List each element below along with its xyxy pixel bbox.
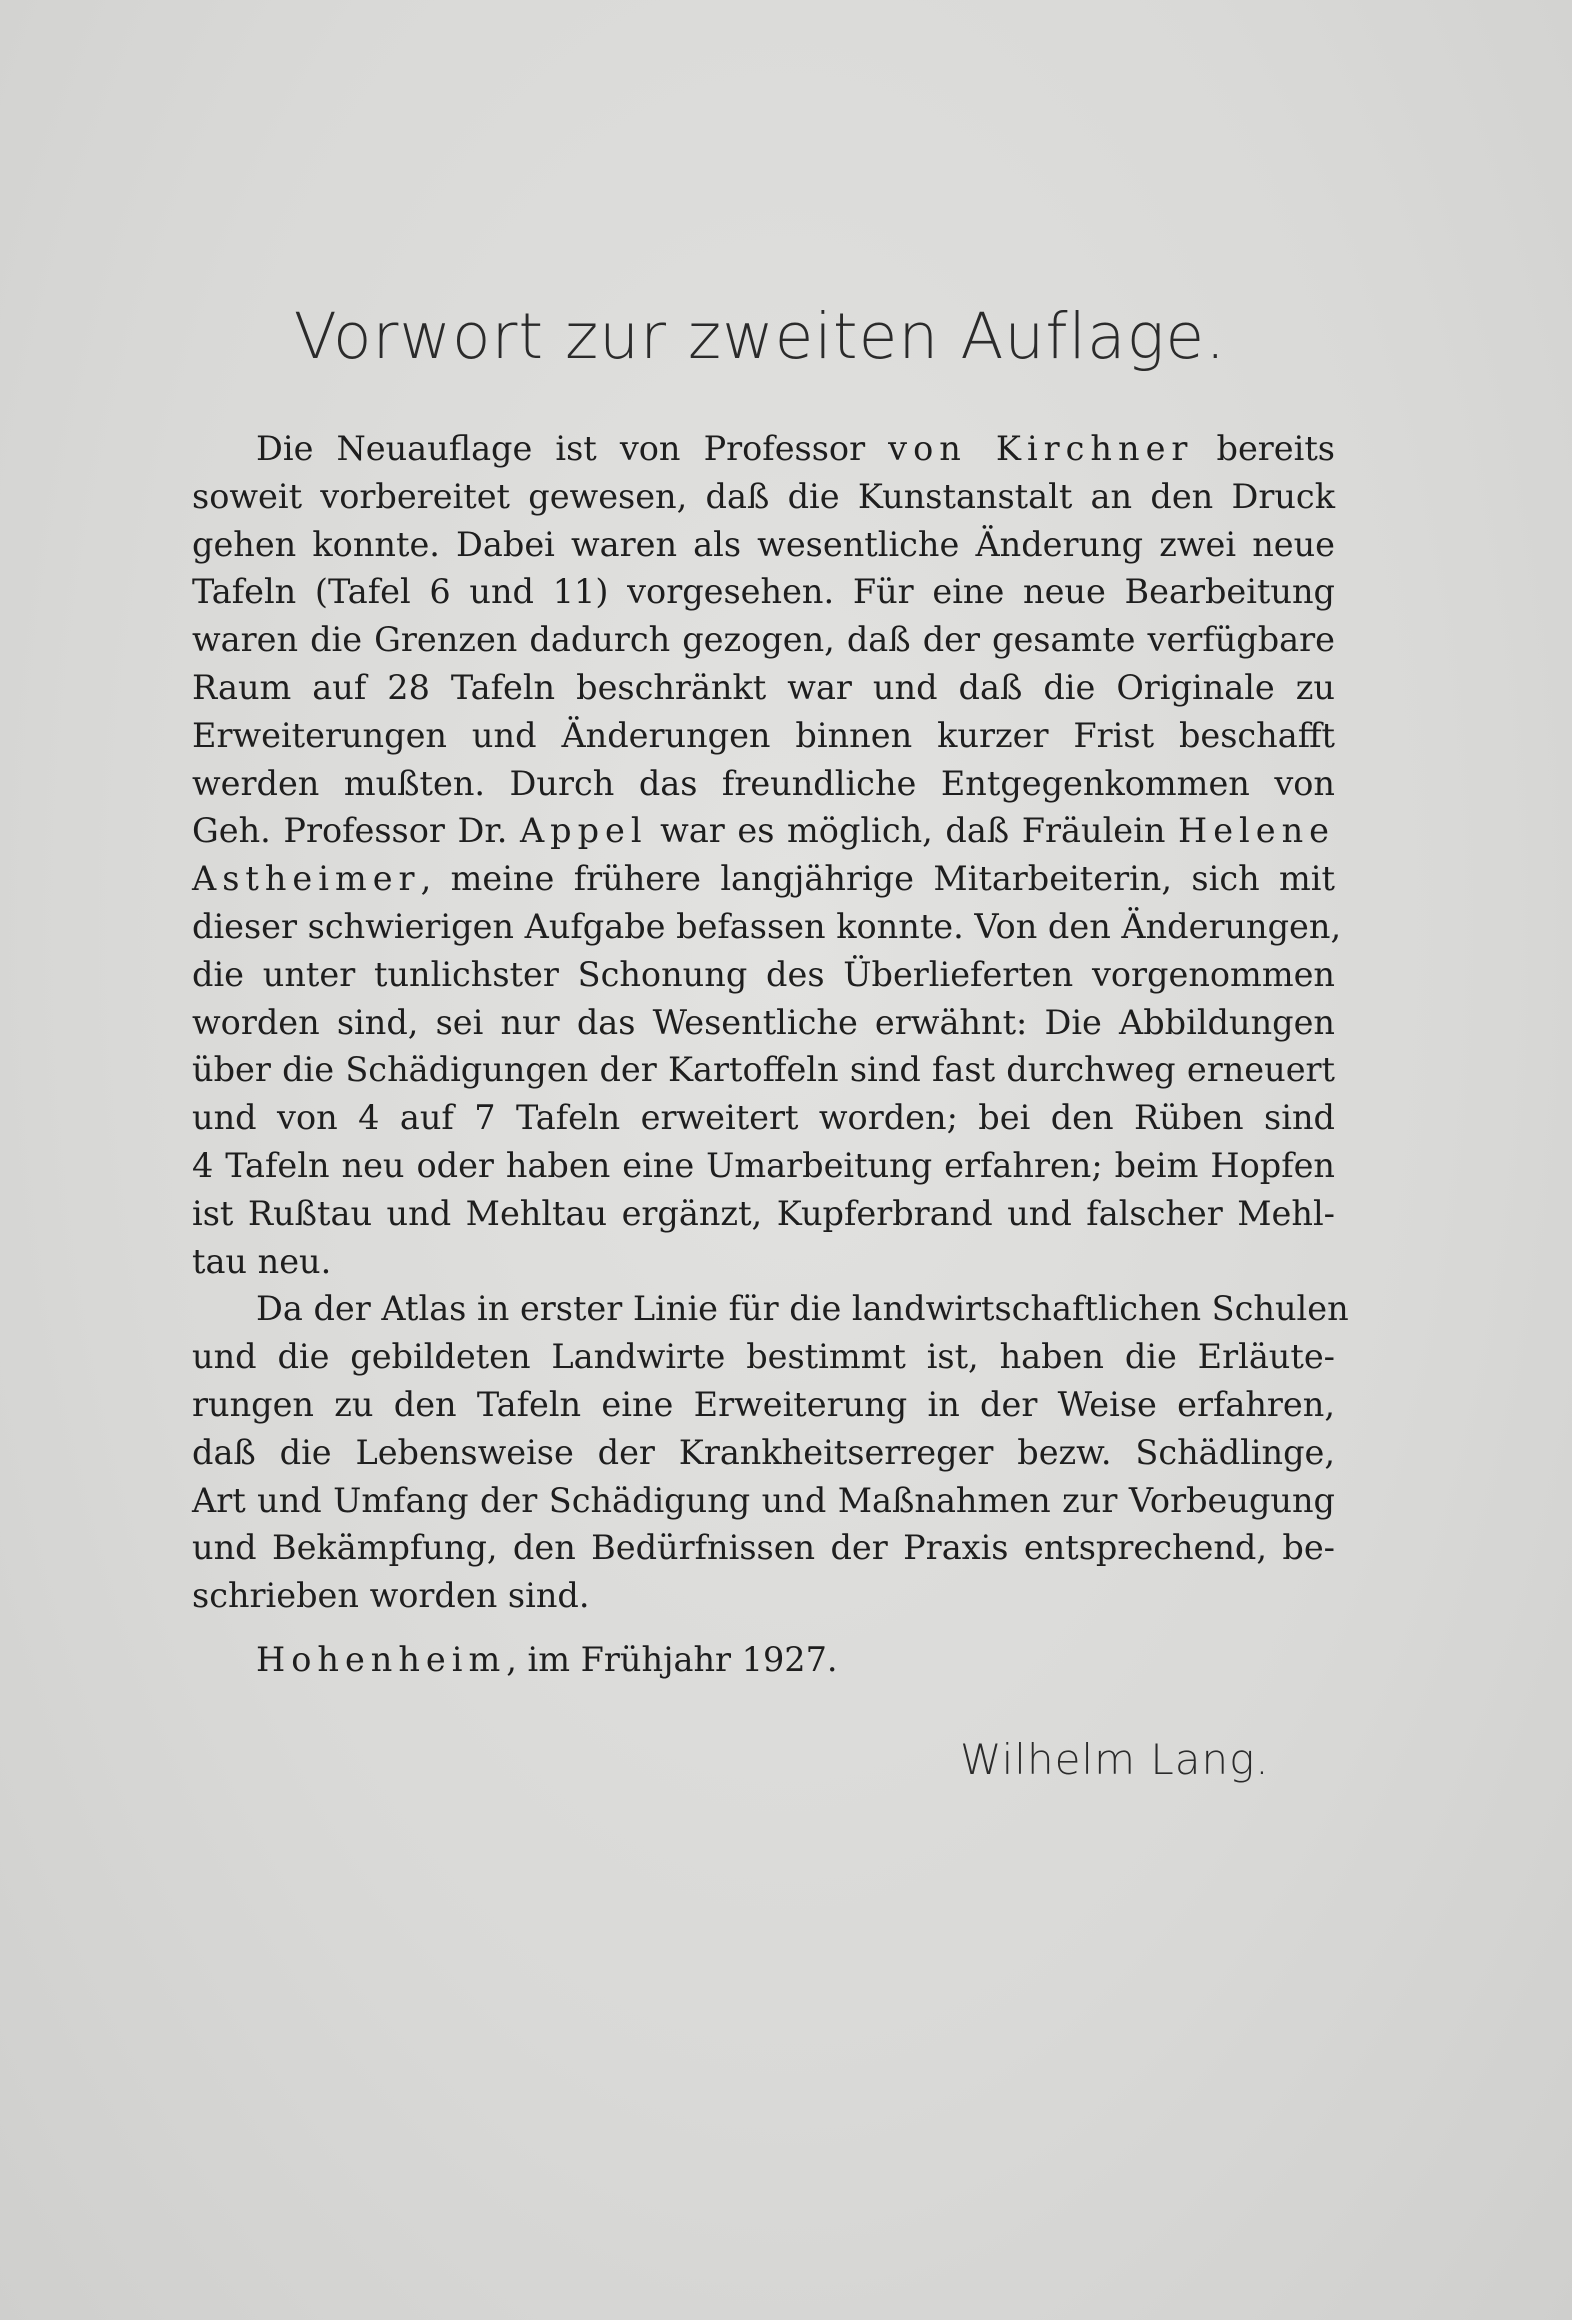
text-line: und von 4 auf 7 Tafeln erweitert worden; bei den Rüben sind (192, 1098, 1335, 1138)
name-appel: Appel (519, 811, 648, 851)
page-title: Vorwort zur zweiten Auflage. (293, 300, 1227, 373)
text-line: Art und Umfang der Schädigung und Maßnahmen zur Vorbeugung (192, 1480, 1335, 1520)
text-line: worden sind, sei nur das Wesentliche erwähnt: Die Abbildungen (192, 1002, 1335, 1042)
text-line: und Bekämpfung, den Bedürfnissen der Praxis entsprechend, be- (192, 1528, 1335, 1568)
text-line: Tafeln (Tafel 6 und 11) vorgesehen. Für eine neue Bearbeitung (192, 572, 1335, 612)
text-line: die unter tunlichster Schonung des Überlieferten vorgenommen (192, 954, 1335, 994)
place-name: Hohenheim (256, 1640, 507, 1679)
name-astheimer: Astheimer (192, 859, 421, 899)
text-line: tau neu. (192, 1241, 332, 1281)
text-line: dieser schwierigen Aufgabe befassen konnte. Von den Änderungen, (192, 906, 1342, 946)
text-line: gehen konnte. Dabei waren als wesentliche Änderung zwei neue (192, 524, 1335, 564)
text-line: soweit vorbereitet gewesen, daß die Kunstanstalt an den Druck (192, 476, 1335, 516)
text-line: Geh. Professor Dr. Appel war es möglich, daß Fräulein Helene (192, 811, 1335, 851)
text-line: rungen zu den Tafeln eine Erweiterung in der Weise erfahren, (192, 1384, 1335, 1424)
text-line: und die gebildeten Landwirte bestimmt ist, haben die Erläute- (192, 1337, 1335, 1377)
text-line: werden mußten. Durch das freundliche Entgegenkommen von (192, 763, 1335, 803)
name-kirchner: von Kirchner (888, 429, 1194, 468)
name-helene: Helene (1178, 811, 1335, 851)
signature: Wilhelm Lang. (960, 1735, 1270, 1784)
text-line: ist Rußtau und Mehltau ergänzt, Kupferbrand und falscher Mehl- (192, 1193, 1335, 1233)
text-line: schrieben worden sind. (192, 1576, 590, 1616)
text-line: waren die Grenzen dadurch gezogen, daß der gesamte verfügbare (192, 620, 1335, 660)
text-line: Die Neuauflage ist von Professor von Kirchner bereits (256, 429, 1335, 468)
date-text: , im Frühjahr 1927. (506, 1640, 838, 1679)
text-line: Astheimer, meine frühere langjährige Mitarbeiterin, sich mit (192, 859, 1335, 899)
text-line: 4 Tafeln neu oder haben eine Umarbeitung erfahren; beim Hopfen (192, 1145, 1335, 1185)
text-line: Erweiterungen und Änderungen binnen kurzer Frist beschafft (192, 715, 1335, 755)
text-line: Da der Atlas in erster Linie für die landwirtschaftlichen Schulen (256, 1289, 1349, 1329)
place-and-date (256, 1640, 838, 1679)
text-line: daß die Lebensweise der Krankheitserreger bezw. Schädlinge, (192, 1432, 1335, 1472)
text-line: über die Schädigungen der Kartoffeln sind fast durchweg erneuert (192, 1050, 1335, 1090)
preface-body (192, 425, 1349, 1620)
text-line: Raum auf 28 Tafeln beschränkt war und daß die Originale zu (192, 667, 1335, 707)
